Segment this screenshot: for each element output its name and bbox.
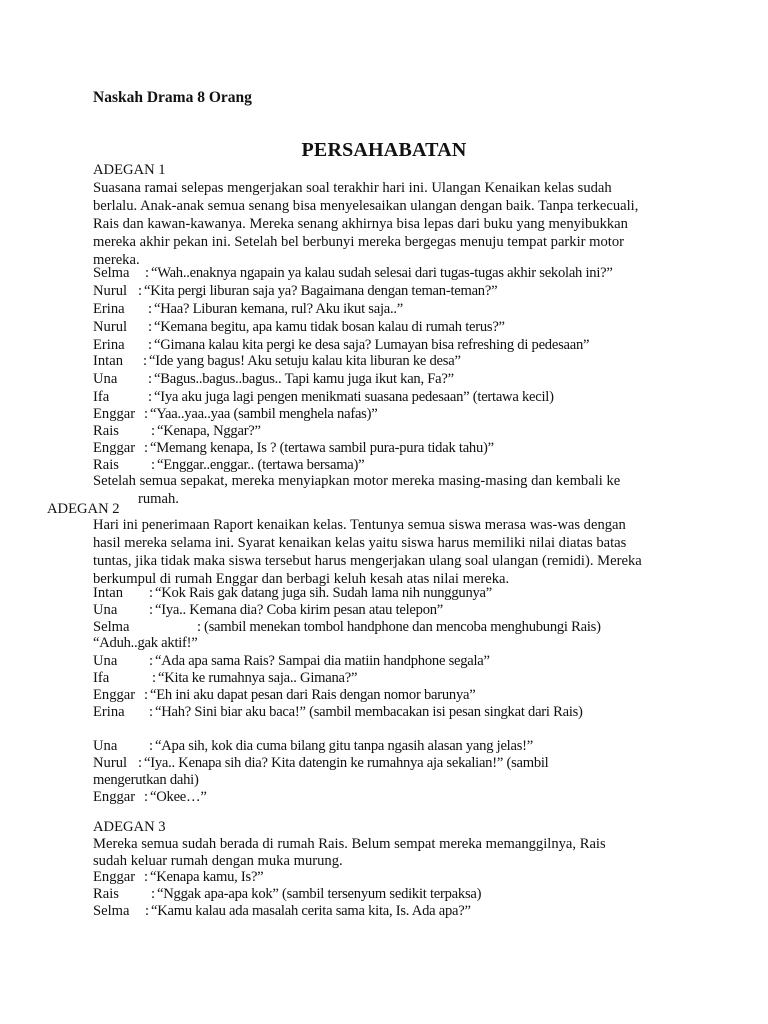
speech-text: “Apa sih, kok dia cuma bilang gitu tanpa ngasih alasan yang jelas!” (155, 738, 533, 754)
dialogue-line (93, 439, 733, 457)
colon: : (148, 371, 153, 387)
speech-text: “Bagus..bagus..bagus.. Tapi kamu juga ikut kan, Fa?” (154, 371, 454, 387)
speaker-name: Una (93, 371, 118, 387)
dialogue-continuation: mengerutkan dahi) (93, 772, 199, 788)
colon: : (144, 440, 149, 456)
colon: : (143, 353, 148, 369)
speech-text: “Enggar..enggar.. (tertawa bersama)” (157, 457, 365, 473)
speech-text: “Memang kenapa, Is ? (tertawa sambil pura-pura tidak tahu)” (150, 440, 494, 456)
narration-line: Rais dan kawan-kawanya. Mereka senang akhirnya bisa lepas dari buku yang menyibukkan (93, 216, 628, 232)
dialogue-continuation: “Aduh..gak aktif!” (93, 635, 198, 651)
speaker-name: Enggar (93, 687, 136, 703)
closing-line: Setelah semua sepakat, mereka menyiapkan motor mereka masing-masing dan kembali ke (93, 473, 621, 489)
dialogue-line (93, 584, 733, 602)
dialogue-line (93, 352, 733, 370)
speaker-name: Rais (93, 886, 119, 902)
dialogue-line (93, 703, 733, 721)
narration-line: Mereka semua sudah berada di rumah Rais. Belum sempat mereka memanggilnya, Rais (93, 836, 606, 852)
dialogue-line (93, 885, 733, 903)
speech-text: (sambil menekan tombol handphone dan mencoba menghubungi Rais) (204, 619, 601, 635)
speaker-name: Una (93, 653, 118, 669)
speech-text: “Kita pergi liburan saja ya? Bagaimana dengan teman-teman?” (144, 283, 498, 299)
speech-text: “Hah? Sini biar aku baca!” (sambil membacakan isi pesan singkat dari Rais) (155, 704, 583, 720)
speaker-name: Selma (93, 265, 130, 281)
speaker-name: Enggar (93, 869, 136, 885)
speaker-name: Enggar (93, 789, 136, 805)
dialogue-line (93, 422, 733, 440)
colon: : (144, 789, 149, 805)
speech-text: “Nggak apa-apa kok” (sambil tersenyum sedikit terpaksa) (157, 886, 482, 902)
speaker-name: Enggar (93, 440, 136, 456)
speaker-name: Ifa (93, 389, 110, 405)
dialogue-line (93, 686, 733, 704)
speech-text: “Eh ini aku dapat pesan dari Rais dengan nomor barunya” (150, 687, 476, 703)
dialogue-line (93, 652, 733, 670)
speaker-name: Nurul (93, 283, 128, 299)
speech-text: “Kok Rais gak datang juga sih. Sudah lama nih nunggunya” (155, 585, 492, 601)
speech-text: “Iya.. Kenapa sih dia? Kita datengin ke rumahnya aja sekalian!” (sambil (144, 755, 549, 771)
colon: : (148, 337, 153, 353)
dialogue-line (93, 737, 733, 755)
speech-text: “Wah..enaknya ngapain ya kalau sudah selesai dari tugas-tugas akhir sekolah ini?” (151, 265, 613, 281)
colon: : (149, 585, 154, 601)
speaker-name: Una (93, 738, 118, 754)
colon: : (145, 903, 150, 919)
speech-text: “Iya aku juga lagi pengen menikmati suasana pedesaan” (tertawa kecil) (154, 389, 554, 405)
speaker-name: Erina (93, 704, 125, 720)
dialogue-line (93, 370, 733, 388)
dialogue-line (93, 282, 733, 300)
colon: : (138, 283, 143, 299)
document-header: Naskah Drama 8 Orang (93, 89, 252, 106)
dialogue-line (93, 318, 733, 336)
speech-text: “Iya.. Kemana dia? Coba kirim pesan atau telepon” (155, 602, 444, 618)
narration-line: mereka. (93, 252, 140, 268)
speech-text: “Okee…” (150, 789, 207, 805)
speech-text: “Ada apa sama Rais? Sampai dia matiin handphone segala” (155, 653, 490, 669)
scene-heading: ADEGAN 1 (93, 162, 166, 178)
speech-text: “Kemana begitu, apa kamu tidak bosan kalau di rumah terus?” (154, 319, 505, 335)
speaker-name: Erina (93, 337, 125, 353)
dialogue-line (93, 669, 733, 687)
narration-line: berlalu. Anak-anak semua senang bisa menyelesaikan ulangan dengan baik. Tanpa terkecuali, (93, 198, 639, 214)
speech-text: “Ide yang bagus! Aku setuju kalau kita liburan ke desa” (149, 353, 461, 369)
play-title: PERSAHABATAN (301, 139, 467, 161)
colon: : (149, 653, 154, 669)
scene-heading: ADEGAN 2 (47, 501, 120, 517)
speech-text: “Kamu kalau ada masalah cerita sama kita, Is. Ada apa?” (151, 903, 471, 919)
speaker-name: Rais (93, 457, 119, 473)
speech-text: “Kenapa kamu, Is?” (150, 869, 264, 885)
colon: : (151, 457, 156, 473)
speaker-name: Nurul (93, 319, 128, 335)
speech-text: “Kenapa, Nggar?” (157, 423, 261, 439)
dialogue-line (93, 300, 733, 318)
speech-text: “Haa? Liburan kemana, rul? Aku ikut saja..” (154, 301, 403, 317)
speaker-name: Ifa (93, 670, 110, 686)
speech-text: “Gimana kalau kita pergi ke desa saja? Lumayan bisa refreshing di pedesaan” (154, 337, 590, 353)
narration-line: sudah keluar rumah dengan muka murung. (93, 853, 343, 869)
speaker-name: Selma (93, 619, 130, 635)
colon: : (148, 389, 153, 405)
colon: : (148, 301, 153, 317)
scene-heading: ADEGAN 3 (93, 819, 166, 835)
colon: : (148, 319, 153, 335)
speech-text: “Yaa..yaa..yaa (sambil menghela nafas)” (150, 406, 378, 422)
colon: : (197, 619, 202, 635)
colon: : (149, 704, 154, 720)
dialogue-line (93, 788, 733, 806)
colon: : (151, 886, 156, 902)
dialogue-line (93, 601, 733, 619)
colon: : (151, 423, 156, 439)
speaker-name: Enggar (93, 406, 136, 422)
speech-text: “Kita ke rumahnya saja.. Gimana?” (158, 670, 358, 686)
narration-line: berkumpul di rumah Enggar dan berbagi keluh kesah atas nilai mereka. (93, 571, 510, 587)
colon: : (138, 755, 143, 771)
narration-line: Suasana ramai selepas mengerjakan soal terakhir hari ini. Ulangan Kenaikan kelas sudah (93, 180, 612, 196)
narration-line: mereka akhir pekan ini. Setelah bel berbunyi mereka bergegas menuju tempat parkir motor (93, 234, 624, 250)
closing-line: rumah. (138, 491, 179, 507)
narration-line: Hari ini penerimaan Raport kenaikan kelas. Tentunya semua siswa merasa was-was dengan (93, 517, 626, 533)
colon: : (145, 265, 150, 281)
speaker-name: Intan (93, 585, 123, 601)
narration-line: tuntas, jika tidak maka siswa tersebut harus mengerjakan ulang soal ulangan (remidi). Mereka (93, 553, 642, 569)
dialogue-line (93, 264, 733, 282)
speaker-name: Rais (93, 423, 119, 439)
speaker-name: Intan (93, 353, 123, 369)
speaker-name: Nurul (93, 755, 128, 771)
dialogue-line (93, 388, 733, 406)
colon: : (144, 687, 149, 703)
colon: : (149, 602, 154, 618)
dialogue-line (93, 868, 733, 886)
colon: : (149, 738, 154, 754)
colon: : (144, 869, 149, 885)
speaker-name: Una (93, 602, 118, 618)
speaker-name: Erina (93, 301, 125, 317)
dialogue-line (93, 754, 733, 772)
speaker-name: Selma (93, 903, 130, 919)
colon: : (144, 406, 149, 422)
narration-line: hasil mereka selama ini. Syarat kenaikan kelas yaitu siswa harus memiliki nilai diatas batas (93, 535, 627, 551)
colon: : (152, 670, 157, 686)
dialogue-line (93, 902, 733, 920)
dialogue-line (93, 405, 733, 423)
